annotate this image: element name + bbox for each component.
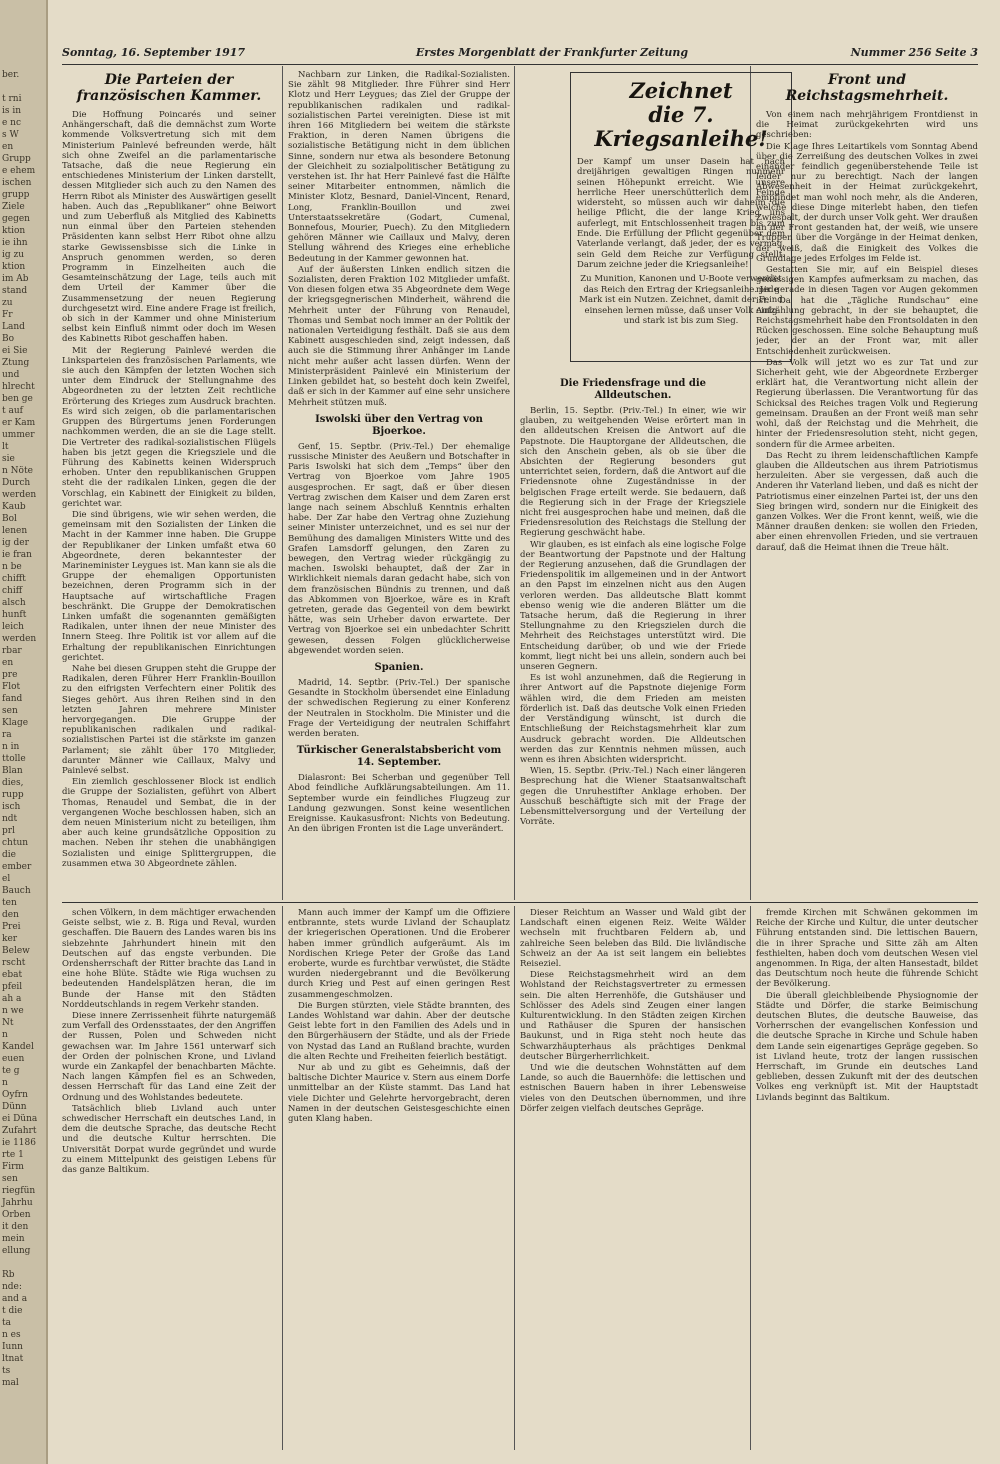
- strip-fragment: Iunn: [2, 1342, 23, 1352]
- strip-fragment: im Ab: [2, 274, 29, 284]
- strip-fragment: chtun: [2, 838, 29, 848]
- column-rule: [514, 906, 515, 1450]
- strip-fragment: Nt: [2, 1018, 14, 1028]
- strip-fragment: n be: [2, 562, 22, 572]
- strip-fragment: Ztung: [2, 358, 30, 368]
- strip-fragment: Kandel: [2, 1042, 34, 1052]
- strip-fragment: isch: [2, 802, 21, 812]
- strip-fragment: stand: [2, 286, 28, 296]
- strip-fragment: und: [2, 370, 20, 380]
- strip-fragment: Klage: [2, 718, 29, 728]
- strip-fragment: lenen: [2, 526, 28, 536]
- article-column-2: [288, 70, 510, 898]
- strip-fragment: ker: [2, 934, 18, 944]
- strip-fragment: ummer: [2, 430, 35, 440]
- newspaper-sheet: [50, 0, 1000, 1464]
- feuilleton-column-2: [288, 908, 510, 1448]
- article-paragraph: Es ist wohl anzunehmen, daß die Regierung in ihrer Antwort auf die Papstnote diejenige Form wählen wird, die dem Frieden am meisten förderlich ist. Daß das deutsche Volk einen Frieden der Verständigung wünscht, ist durch die Entschließung der Reichstagsmehrheit klar zum Ausdruck gebracht worden. Die Alldeutschen werden das zur Kenntnis nehmen müssen, auch wenn es ihren Absichten widerspricht.: [520, 673, 746, 765]
- strip-fragment: Land: [2, 322, 25, 332]
- article-paragraph: Nur ab und zu gibt es Geheimnis, daß der baltische Dichter Maurice v. Stern aus einem Dorfe unmittelbar an der Küste stammt. Das Land hat viele Dichter und Gelehrte hervorgebracht, deren Namen in der deutschen Geistesgeschichte einen guten Klang haben.: [288, 1063, 510, 1125]
- strip-fragment: werden: [2, 490, 37, 500]
- feuilleton-column-4: [756, 908, 978, 1448]
- strip-fragment: is in: [2, 106, 22, 116]
- article-paragraph: Gestatten Sie mir, auf ein Beispiel dieses gehässigen Kampfes aufmerksam zu machen, das mir gerade in diesen Tagen vor Augen gekommen ist. Da hat die „Tägliche Rundschau“ eine Aufzählung gebracht, in der sie behauptet, die Reichstagsmehrheit habe den Frontsoldaten in den Rücken geschossen. Eine solche Behauptung muß jeder, der an der Front war, mit aller Entschiedenheit zurückweisen.: [756, 265, 978, 357]
- feuilleton-column-3: [520, 908, 746, 1448]
- strip-fragment: Ziele: [2, 202, 25, 212]
- strip-fragment: ah a: [2, 994, 22, 1004]
- article-paragraph: Mit der Regierung Painlevé werden die Linksparteien des französischen Parlaments, wie sie auch den Kämpfen der letzten Wochen sich unter dem Eindruck der Stellungnahme des Abgeordneten zu der letzten Zeit rechtliche Erörterung des Krieges zum Ausdruck brachten. Es wird sich zeigen, ob die parlamentarischen Gruppen des Bürgertums jenen Forderungen nachkommen werden, die an sie die Lage stellt. Die Vertreter des radikal-sozialistischen Flügels haben bis jetzt gegen die Kriegsziele und die Führung des Kabinetts keinen Widerspruch erhoben. Unter den republikanischen Gruppen steht die der radikalen Linken, gegen die der Vorschlag, ein Kabinett der Einigkeit zu bilden, gerichtet war.: [62, 345, 276, 509]
- strip-fragment: Durch: [2, 478, 31, 488]
- strip-fragment: dies,: [2, 778, 24, 788]
- strip-fragment: ts: [2, 1366, 11, 1376]
- article-paragraph: schen Völkern, in dem mächtiger erwachenden Geiste selbst, wie z. B. Riga und Reval, wurden geschaffen. Die Bauern des Landes waren bis ins siebzehnte Jahrhundert hinein mit den Deutschen auf das engste verbunden. Die Ordensherrschaft der Ritter brachte das Land in eine hohe Blüte. Städte wie Riga wuchsen zu bedeutenden Handelsplätzen heran, die im Bunde der Hanse mit den Städten Norddeutschlands in regem Verkehr standen.: [62, 908, 276, 1010]
- strip-fragment: Kaub: [2, 502, 26, 512]
- strip-fragment: pre: [2, 670, 18, 680]
- article-paragraph: Ein ziemlich geschlossener Block ist endlich die Gruppe der Sozialisten, geführt von Albert Thomas, Renaudel und Sembat, die in der vergangenen Woche beschlossen haben, sich an dem neuen Ministerium nicht zu beteiligen, ihm aber auch keine grundsätzliche Opposition zu machen. Neben ihr stehen die unabhängigen Sozialisten und einige Splittergruppen, die zusammen etwa 30 Abgeordnete zählen.: [62, 777, 276, 869]
- feuilleton-column-1: [62, 908, 276, 1448]
- column-rule: [282, 66, 283, 900]
- header-masthead: Erstes Morgenblatt der Frankfurter Zeitung: [415, 46, 689, 59]
- strip-fragment: rte 1: [2, 1150, 24, 1160]
- strip-fragment: te g: [2, 1066, 20, 1076]
- strip-fragment: werden: [2, 634, 37, 644]
- article-paragraph: Von einem nach mehrjährigem Frontdienst in die Heimat zurückgekehrten wird uns geschrieben:: [756, 110, 978, 141]
- strip-fragment: ltnat: [2, 1354, 24, 1364]
- article-title-front: Front und Reichstagsmehrheit.: [785, 72, 949, 104]
- strip-fragment: ktion: [2, 262, 26, 272]
- article-paragraph: Nahe bei diesen Gruppen steht die Gruppe der Radikalen, deren Führer Herr Franklin-Bouillon zu den eifrigsten Verfechtern einer Politik des Sieges gehört. Aus ihren Reihen sind in den letzten Jahren mehrere Minister hervorgegangen. Die Gruppe der republikanischen radikalen und radikal-sozialistischen Partei ist die stärkste im ganzen Parlament; sie zählt über 170 Mitglieder, darunter Männer wie Caillaux, Malvy und Painlevé selbst.: [62, 663, 276, 776]
- strip-fragment: t auf: [2, 406, 23, 416]
- strip-fragment: grupp: [2, 190, 30, 200]
- strip-fragment: Rb: [2, 1270, 15, 1280]
- article-column-3: [520, 372, 746, 898]
- article-paragraph: Die Hoffnung Poincarés und seiner Anhängerschaft, daß die demnächst zum Worte kommende Volksvertretung sich mit dem Ministerium Painlevé befreunden werde, hält sich ohne Zweifel an die parlamentarische Tatsache, daß die neue Regierung ein entschiedenes Ministerium der Linken darstellt, dessen Mitglieder sich auch zu den Namen des Herrn Ribot als Minister des Auswärtigen gesellt haben. Auch das „Republikaner“ ohne Beiwort und zum Ueberfluß als Mitglied des Kabinetts nun einmal über den Parteien stehenden Präsidenten kann selbst Herr Ribot ohne allzu starke Gewissensbisse sich die Linke in Anspruch genommen werden, so deren Programm in Einzelheiten auch die Gesamteinschätzung der Lage, teils auch mit dem Urteil der Kammer über die Zusammensetzung der neuen Regierung durchgesetzt wird. Eine andere Frage ist freilich, ob sich in der Kammer und ohne Ministerium selbst kein Einfluß nimmt oder doch im Wesen des Kabinetts Ribot geschaffen haben.: [62, 110, 276, 345]
- article-paragraph: Diese innere Zerrissenheit führte naturgemäß zum Verfall des Ordensstaates, der den Angriffen der Russen, Polen und Schweden nicht gewachsen war. Im Jahre 1561 unterwarf sich der Orden der polnischen Krone, und Livland wurde ein Zankapfel der benachbarten Mächte. Nach langen Kämpfen fiel es an Schweden, dessen Herrschaft für das Land eine Zeit der Ordnung und des Wohlstandes bedeutete.: [62, 1011, 276, 1103]
- strip-fragment: ig der: [2, 538, 29, 548]
- strip-fragment: Jahrhu: [2, 1198, 33, 1208]
- strip-fragment: ie ihn: [2, 238, 28, 248]
- strip-fragment: Blan: [2, 766, 23, 776]
- strip-fragment: n Nöte: [2, 466, 33, 476]
- strip-fragment: mal: [2, 1378, 19, 1388]
- strip-fragment: hunft: [2, 610, 27, 620]
- article-paragraph: Berlin, 15. Septbr. (Priv.-Tel.) In einer, wie wir glauben, zu weitgehenden Weise erörtert man in den alldeutschen Kreisen die Antwort auf die Papstnote. Die Hauptorgane der Alldeutschen, die sich den Anschein geben, als ob sie über die Absichten der Regierung besonders gut unterrichtet seien, fordern, daß die Antwort auf die Friedensnote ohne Zugeständnisse in der belgischen Frage erteilt werde. Sie bedauern, daß die Regierung sich in der Frage der Kriegsziele nicht frei ausgesprochen habe und meinen, daß die Friedensresolution des Reichstags die Stellung der Regierung geschwächt habe.: [520, 406, 746, 539]
- header-rule: [62, 64, 978, 65]
- strip-fragment: n we: [2, 1006, 24, 1016]
- column-rule: [282, 906, 283, 1450]
- strip-fragment: ktion: [2, 226, 26, 236]
- column-rule: [514, 66, 515, 900]
- article-paragraph: Wien, 15. Septbr. (Priv.-Tel.) Nach einer längeren Besprechung hat die Wiener Staatsanwaltschaft gegen die Unruhestifter Anklage erhoben. Der Ausschuß beschäftigte sich mit der Frage der Lebensmittelversorgung und der Verteilung der Vorräte.: [520, 766, 746, 828]
- strip-fragment: ndt: [2, 814, 18, 824]
- article-title-iswolski: Iswolski über den Vertrag von Bjoerkoe.: [315, 413, 483, 437]
- strip-fragment: ben ge: [2, 394, 33, 404]
- strip-fragment: ie 1186: [2, 1138, 36, 1148]
- strip-fragment: ber.: [2, 70, 20, 80]
- strip-fragment: Belew: [2, 946, 30, 956]
- strip-fragment: zu: [2, 298, 13, 308]
- strip-fragment: mein: [2, 1234, 25, 1244]
- article-paragraph: Genf, 15. Septbr. (Priv.-Tel.) Der ehemalige russische Minister des Aeußern und Botschafter in Paris Iswolski hat sich dem „Temps“ über den Vertrag von Bjoerkoe vom Jahre 1905 ausgesprochen. Er sagt, daß er über diesen Vertrag zwischen dem Kaiser und dem Zaren erst lange nach seinem Abschluß Kenntnis erhalten habe. Der Zar habe den Vertrag ohne Zuziehung seiner Minister unterzeichnet, und es sei nur der Bemühung des damaligen Ministers Witte und des Grafen Lamsdorff gelungen, den Zaren zu bewegen, den Vertrag wieder rückgängig zu machen. Iswolski behauptet, daß der Zar in Wirklichkeit niemals daran gedacht habe, sich von dem französischen Bündnis zu trennen, und daß das Abkommen von Bjoerkoe, wäre es in Kraft getreten, gerade das Gegenteil von dem bewirkt hätte, was sein Urheber davon erwartete. Der Vertrag von Bjoerkoe sei ein unbedachter Schritt gewesen, dessen Folgen glücklicherweise abgewendet worden seien.: [288, 441, 510, 656]
- strip-fragment: and a: [2, 1294, 28, 1304]
- strip-fragment: n in: [2, 742, 20, 752]
- strip-fragment: rupp: [2, 790, 24, 800]
- strip-fragment: Bol: [2, 514, 17, 524]
- strip-fragment: ellung: [2, 1246, 31, 1256]
- article-paragraph: Das Recht zu ihrem leidenschaftlichen Kampfe glauben die Alldeutschen aus ihrem Patriotismus herzuleiten. Aber sie vergessen, daß auch die Anderen ihr Vaterland lieben, und daß es nicht der Patriotismus einer einzelnen Partei ist, der uns den Sieg bringen wird, sondern nur die Einigkeit des ganzen Volkes. Wer die Front kennt, weiß, wie die Männer draußen denken: sie wollen den Frieden, aber einen ehrenvollen Frieden, und sie vertrauen darauf, daß die Heimat ihnen die Treue hält.: [756, 450, 978, 553]
- strip-fragment: Zufahrt: [2, 1126, 37, 1136]
- article-paragraph: Die Burgen stürzten, viele Städte brannten, des Landes Wohlstand war dahin. Aber der deutsche Geist lebte fort in den Familien des Adels und in den Bürgerhäusern der Städte, und als der Friede von Nystad das Land an Rußland brachte, wurden die alten Rechte und Freiheiten feierlich bestätigt.: [288, 1000, 510, 1062]
- strip-fragment: sen: [2, 706, 18, 716]
- strip-fragment: ie fran: [2, 550, 32, 560]
- strip-fragment: alsch: [2, 598, 26, 608]
- strip-fragment: sen: [2, 1174, 18, 1184]
- strip-fragment: er Kam: [2, 418, 36, 428]
- strip-fragment: gegen: [2, 214, 30, 224]
- article-paragraph: Das Volk will jetzt wo es zur Tat und zur Sicherheit geht, wie der Abgeordnete Erzberger erklärt hat, die Verantwortung nicht allein der Regierung überlassen. Die Verantwortung für das Schicksal des Reiches tragen Volk und Regierung gemeinsam. Draußen an der Front weiß man sehr wohl, daß der Reichstag und die Mehrheit, die hinter der Friedensresolution steht, nicht gegen, sondern für die Armee arbeiten.: [756, 357, 978, 450]
- strip-fragment: chiff: [2, 586, 23, 596]
- strip-fragment: n: [2, 1030, 8, 1040]
- strip-fragment: Orben: [2, 1210, 31, 1220]
- article-paragraph: fremde Kirchen mit Schwänen gekommen im Reiche der Kirche und Kultur, die unter deutscher Führung entstanden sind. Die lettischen Bauern, die in ihrer Sprache und Sitte zäh am Alten festhielten, haben doch vom deutschen Wesen viel angenommen. In Riga, der alten Hansestadt, bildet das Deutschtum noch heute die führende Schicht der Bevölkerung.: [756, 908, 978, 990]
- strip-fragment: fand: [2, 694, 23, 704]
- strip-fragment: t rni: [2, 94, 22, 104]
- strip-fragment: Grupp: [2, 154, 31, 164]
- strip-fragment: den: [2, 910, 19, 920]
- article-paragraph: Die sind übrigens, wie wir sehen werden, die gemeinsam mit den Sozialisten der Linken die Macht in der Kammer inne haben. Die Gruppe der Republikaner der Linken umfaßt etwa 60 Abgeordnete, deren bekanntester der Marineminister Leygues ist. Man kann sie als die Gruppe der ehemaligen Opportunisten bezeichnen, deren Programm sich in der Hauptsache auf wirtschaftliche Fragen beschränkt. Die Gruppe der Demokratischen Linken umfaßt die sogenannten gemäßigten Radikalen, unter ihnen der neue Minister des Innern Steeg. Ihre Politik ist vor allem auf die Erhaltung der republikanischen Einrichtungen gerichtet.: [62, 509, 276, 663]
- strip-fragment: ten: [2, 898, 17, 908]
- strip-fragment: hlrecht: [2, 382, 35, 392]
- article-paragraph: Die Klage Ihres Leitartikels vom Sonntag Abend über die Zerreißung des deutschen Volkes in zwei einander feindlich gegenüberstehende Teile ist leider nur zu berechtigt. Nach der langen Abwesenheit in der Heimat zurückgekehrt, empfindet man wohl noch mehr, als die Anderen, welche diese Dinge miterlebt haben, den tiefen Zwiespalt, der durch unser Volk geht. Wer draußen an der Front gestanden hat, der weiß, wie unsere Truppen über die Vorgänge in der Heimat denken, der weiß, daß die Einigkeit des Volkes die Grundlage jedes Erfolges im Felde ist.: [756, 141, 978, 264]
- strip-fragment: e ehem: [2, 166, 36, 176]
- strip-fragment: Dünn: [2, 1102, 27, 1112]
- article-paragraph: Tatsächlich blieb Livland auch unter schwedischer Herrschaft ein deutsches Land, in dem die deutsche Sprache, das deutsche Recht und die deutsche Kultur herrschten. Die Universität Dorpat wurde gegründet und wurde zu einem Mittelpunkt des geistigen Lebens für das ganze Baltikum.: [62, 1103, 276, 1176]
- strip-fragment: ta: [2, 1318, 11, 1328]
- strip-fragment: Flot: [2, 682, 21, 692]
- strip-fragment: s W: [2, 130, 19, 140]
- strip-fragment: Oyfrn: [2, 1090, 28, 1100]
- strip-fragment: ischen: [2, 178, 32, 188]
- strip-fragment: rbar: [2, 646, 22, 656]
- article-paragraph: Diese Reichstagsmehrheit wird an dem Wohlstand der Reichstagsvertreter zu ermessen sein. Die alten Herrenhöfe, die Gutshäuser und Schlösser des Adels sind Zeugen einer langen Kulturentwicklung. In den Städten zeigen Kirchen und Rathäuser die Spuren der hansischen Baukunst, und in Riga steht noch heute das Schwarzhäupterhaus als prächtiges Denkmal deutscher Bürgerherrlichkeit.: [520, 970, 746, 1062]
- article-paragraph: Die überall gleichbleibende Physiognomie der Städte und Dörfer, die starke Beimischung deutschen Blutes, die deutsche Bauweise, das Vorherrschen der evangelischen Konfession und die deutsche Sprache in Kirche und Schule haben dem Lande sein eigenartiges Gepräge gegeben. So ist Livland heute, trotz der langen russischen Herrschaft, im Grunde ein deutsches Land geblieben, dessen Zukunft mit der des deutschen Volkes eng verknüpft ist. Mit der Hauptstadt Livlands beginnt das Baltikum.: [756, 990, 978, 1103]
- article-column-1: [62, 70, 276, 898]
- advert-poem: Zu Munition, Kanonen und U-Boote verwendet das Reich den Ertrag der Kriegsanleihe. Jede Mark ist ein Nutzen. Zeichnet, damit der Feind einsehen lernen müsse, daß unser Volk einig und stark ist bis zum Sieg.: [579, 274, 783, 327]
- strip-fragment: Prei: [2, 922, 21, 932]
- strip-fragment: riegfün: [2, 1186, 36, 1196]
- strip-fragment: Fr: [2, 310, 13, 320]
- section-rule: [62, 902, 978, 903]
- header-date: Sonntag, 16. September 1917: [62, 46, 246, 59]
- article-paragraph: Dieser Reichtum an Wasser und Wald gibt der Landschaft einen eigenen Reiz. Weite Wälder wechseln mit fruchtbaren Feldern ab, und zahlreiche Seen beleben das Bild. Die livländische Schweiz an der Aa ist seit langem ein beliebtes Reiseziel.: [520, 908, 746, 970]
- advert-title-line1: Zeichnet: [629, 78, 733, 103]
- advert-title-line2: die 7. Kriegsanleihe!: [594, 102, 768, 151]
- advert-text: Der Kampf um unser Dasein hat nach dreijährigen gewaltigen Ringen nunmehr seinen Höhepunkt erreicht. Wie unsere herrliche Heer unerschütterlich dem Feinde widersteht, so müssen auch wir daheim die heilige Pflicht, die der lange Krieg uns auferlegt, mit Entschlossenheit tragen bis zum Ende. Die Erfüllung der Pflicht gegenüber dem Vaterlande verlangt, daß jeder, der es vermag, sein Geld dem Reiche zur Verfügung stellt. Darum zeichne jeder die Kriegsanleihe!: [577, 157, 785, 270]
- strip-fragment: en: [2, 658, 14, 668]
- strip-fragment: ember: [2, 862, 32, 872]
- article-title-generalstab: Türkischer Generalstabsbericht vom 14. September.: [296, 745, 502, 769]
- article-title-friedensfrage: Die Friedensfrage und die Alldeutschen.: [560, 378, 706, 401]
- strip-fragment: Bo: [2, 334, 15, 344]
- strip-fragment: ei Sie: [2, 346, 28, 356]
- strip-fragment: en: [2, 142, 14, 152]
- strip-fragment: ei Düna: [2, 1114, 38, 1124]
- strip-fragment: ttolle: [2, 754, 26, 764]
- article-paragraph: Madrid, 14. Septbr. (Priv.-Tel.) Der spanische Gesandte in Stockholm übersendet eine Einladung der schwedischen Regierung zu einer Konferenz der Neutralen in Stockholm. Die Minister und die Frage der Verteidigung der neutralen Schiffahrt werden beraten.: [288, 677, 510, 739]
- strip-fragment: Bauch: [2, 886, 31, 896]
- strip-fragment: nde:: [2, 1282, 22, 1292]
- strip-fragment: euen: [2, 1054, 25, 1064]
- article-paragraph: Wir glauben, es ist einfach als eine logische Folge der Beantwortung der Papstnote und der Haltung der Regierung anzusehen, daß die Grundlagen der Friedenspolitik im allgemeinen und in der Antwort an den Papst im einzelnen nicht aus den Augen verloren werden. Das alldeutsche Blatt kommt ebenso wenig wie die anderen Blätter um die Tatsache herum, daß die Regierung in ihrer Stellungnahme zu den Kriegszielen durch die Mehrheit des Reichstages unterstützt wird. Die Entscheidung darüber, ob und wie der Friede kommt, liegt nicht bei uns allein, sondern auch bei unseren Gegnern.: [520, 539, 746, 673]
- article-paragraph: Auf der äußersten Linken endlich sitzen die Sozialisten, deren Fraktion 102 Mitglieder umfaßt. Von diesen folgen etwa 35 Abgeordnete dem Wege der kriegsgegnerischen Minderheit, während die Mehrheit unter der Führung von Renaudel, Thomas und Sembat noch immer an der Politik der nationalen Verteidigung festhält. Daß sie aus dem Kabinett ausgeschieden sind, zeigt indessen, daß auch sie die Stimmung ihrer Anhänger im Lande nicht mehr außer acht lassen dürfen. Wenn der Ministerpräsident Painlevé ein Ministerium der Linken gebildet hat, so besteht doch kein Zweifel, daß er sich in der Kammer auf eine sehr unsichere Mehrheit stützen muß.: [288, 264, 510, 408]
- article-paragraph: Und wie die deutschen Wohnstätten auf dem Lande, so auch die Bauernhöfe: die lettischen und estnischen Bauern haben in ihrer Lebensweise vieles von den Deutschen übernommen, und ihre Dörfer zeigen vielfach deutsches Gepräge.: [520, 1063, 746, 1114]
- article-paragraph: Mann auch immer der Kampf um die Offiziere entbrannte, stets wurde Livland der Schauplatz der kriegerischen Operationen. Und die Eroberer haben immer gründlich aufgeräumt. Als im Nordischen Kriege Peter der Große das Land eroberte, wurde es furchtbar verwüstet, die Städte wurden niedergebrannt und die Bevölkerung durch Krieg und Pest auf einen geringen Rest zusammengeschmolzen.: [288, 908, 510, 1000]
- adjacent-page-strip: [0, 0, 48, 1464]
- strip-fragment: ebat: [2, 970, 23, 980]
- article-paragraph: Nachbarn zur Linken, die Radikal-Sozialisten. Sie zählt 98 Mitglieder. Ihre Führer sind Herr Klotz und Herr Leygues; das Ziel der Gruppe der republikanischen radikalen und radikal-sozialistischen Partei vereinigten. Diese ist mit ihren 166 Mitgliedern bei weitem die stärkste Fraktion, in deren Namen übrigens die sozialistische Betätigung nicht in dem üblichen Sinne, sondern nur etwa als besondere Betonung der Gleichheit zu sozialpolitischer Betätigung zu verstehen ist. Ihr hat Herr Painlevé fast die Hälfte seiner Mitarbeiter entnommen, nämlich die Minister Klotz, Besnard, Daniel-Vincent, Renard, Long, Franklin-Bouillon und zwei Unterstaatssekretäre (Godart, Cumenal, Bonnefous, Mourier, Puech). Zu den Mitgliedern gehören Männer wie Caillaux und Malvy, deren Stellung während des Krieges eine erhebliche Bedeutung in der Kammer gewonnen hat.: [288, 70, 510, 264]
- strip-fragment: ig zu: [2, 250, 25, 260]
- strip-fragment: t die: [2, 1306, 23, 1316]
- strip-fragment: pfeil: [2, 982, 23, 992]
- column-rule: [750, 906, 751, 1450]
- strip-fragment: sie: [2, 454, 15, 464]
- header-issue: Nummer 256 Seite 3: [850, 46, 978, 59]
- article-title-parteien: Die Parteien der französischen Kammer.: [76, 72, 262, 104]
- strip-fragment: Firm: [2, 1162, 24, 1172]
- article-paragraph: Dialasront: Bei Scherban und gegenüber Tell Abod feindliche Aufklärungsabteilungen. Am 11. September wurde ein feindliches Flugzeug zur Landung gezwungen. Sonst keine wesentlichen Ereignisse. Kaukasusfront: Nichts von Bedeutung. An den übrigen Fronten ist die Lage unverändert.: [288, 773, 510, 835]
- strip-fragment: rscht: [2, 958, 26, 968]
- strip-fragment: die: [2, 850, 16, 860]
- strip-fragment: chifft: [2, 574, 26, 584]
- strip-fragment: e nc: [2, 118, 22, 128]
- strip-fragment: n es: [2, 1330, 21, 1340]
- strip-fragment: ra: [2, 730, 12, 740]
- page-header: [62, 46, 978, 62]
- strip-fragment: n: [2, 1078, 8, 1088]
- strip-fragment: leich: [2, 622, 24, 632]
- strip-fragment: lt: [2, 442, 9, 452]
- strip-fragment: prl: [2, 826, 15, 836]
- article-title-spanien: Spanien.: [374, 661, 424, 673]
- strip-fragment: it den: [2, 1222, 29, 1232]
- strip-fragment: el: [2, 874, 11, 884]
- article-column-4: [756, 70, 978, 898]
